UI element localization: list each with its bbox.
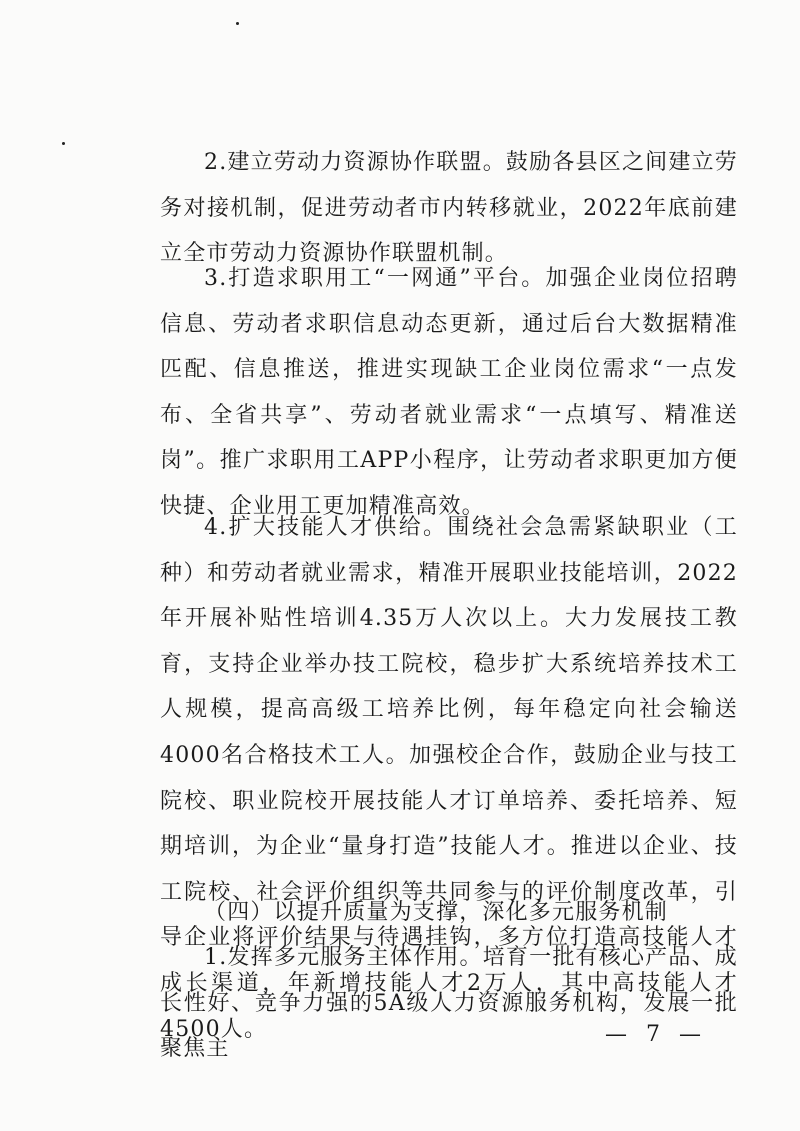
section-heading: （四）以提升质量为支撑，深化多元服务机制 (204, 900, 669, 925)
paragraph-skill-supply: 4.扩大技能人才供给。围绕社会急需紧缺职业（工种）和劳动者就业需求，精准开展职业技能培训，2022年开展补贴性培训4.35万人次以上。大力发展技工教育，支持企业举办技工院校，稳步扩大系统培养技术工人规模，提高高级工培养比例，每年稳定向社会输送4000名合格技术工人。加强校企合作，鼓励企业与技工院校、职业院校开展技能人才订单培养、委托培养、短期培训，为企业“量身打造”技能人才。推进以企业、技工院校、社会评价组织等共同参与的评价制度改革，引导企业将评价结果与待遇挂钩，多方位打造高技能人才成长渠道，年新增技能人才2万人，其中高技能人才4500人。 (160, 515, 738, 1042)
page-number: — 7 — (605, 1022, 707, 1047)
scan-speck (236, 22, 239, 25)
paragraph-labor-alliance: 2.建立劳动力资源协作联盟。鼓励各县区之间建立劳务对接机制，促进劳动者市内转移就业，2022年底前建立全市劳动力资源协作联盟机制。 (160, 150, 738, 267)
paragraph-job-platform: 3.打造求职用工“一网通”平台。加强企业岗位招聘信息、劳动者求职信息动态更新，通过后台大数据精准匹配、信息推送，推进实现缺工企业岗位需求“一点发布、全省共享”、劳动者就业需求“一点填写、精准送岗”。推广求职用工APP小程序，让劳动者求职更加方便快捷、企业用工更加精准高效。 (160, 266, 738, 519)
scan-speck (62, 142, 65, 145)
paragraph-service-entities: 1.发挥多元服务主体作用。培育一批有核心产品、成长性好、竞争力强的5A级人力资源服务机构，发展一批聚焦主 (160, 945, 738, 1062)
